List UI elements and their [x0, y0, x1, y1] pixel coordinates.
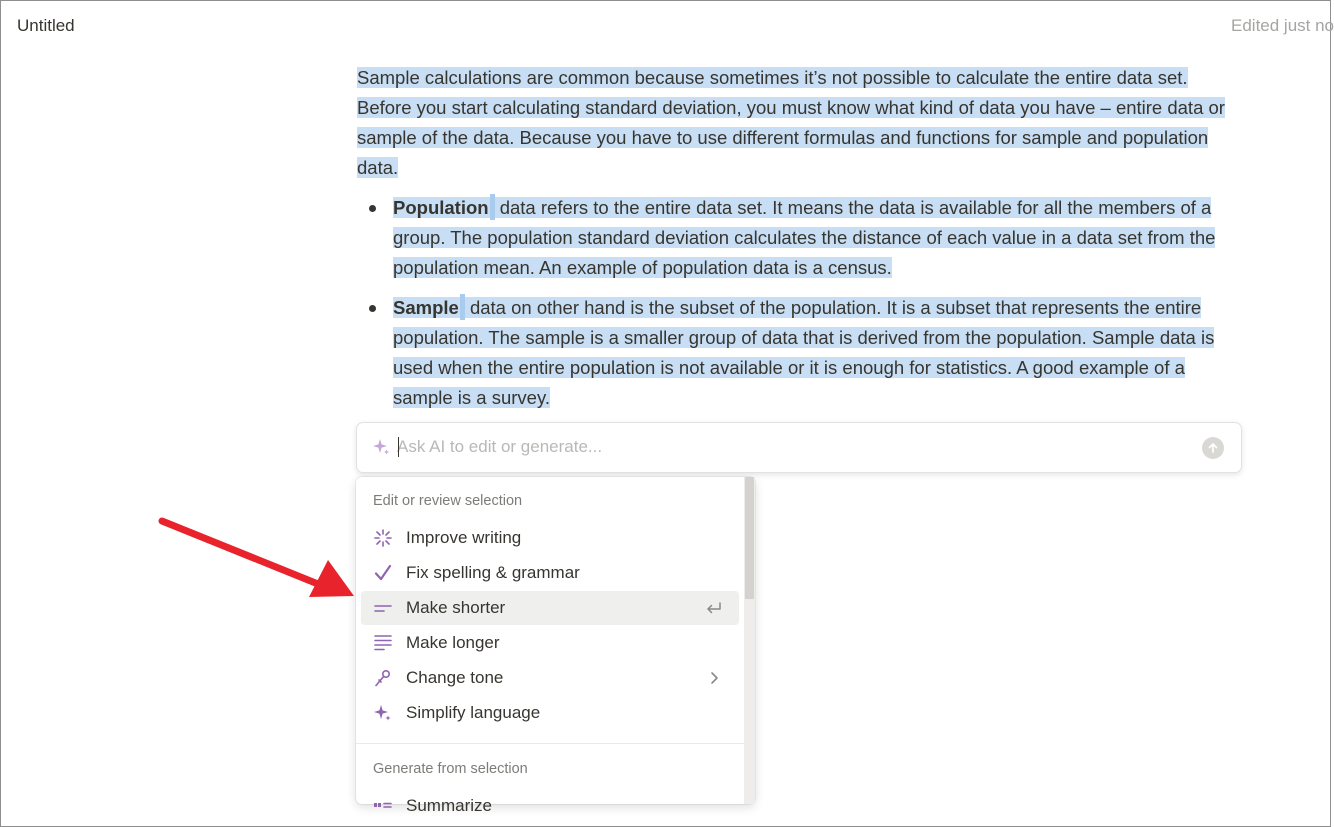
menu-item-label: Improve writing — [406, 528, 522, 547]
menu-item-label: Simplify language — [406, 703, 541, 722]
menu-item-label: Change tone — [406, 668, 504, 687]
menu-item-label: Fix spelling & grammar — [406, 563, 580, 582]
bold-term: Population — [393, 197, 489, 218]
list-item-text: data on other hand is the subset of the population. It is a subset that represents the entire population. The sample is a smaller group of data that is derived from the population. Sample data is used when the entire population is not available or it is enough for statistics. A good example of a sample is a survey. — [393, 297, 1215, 408]
list-item-text: data refers to the entire data set. It means the data is available for all the members of a group. The population standard deviation calculates the distance of each value in a data set from the population mean. An example of population data is a census. — [393, 197, 1216, 278]
edited-status: Edited just no — [1231, 16, 1334, 35]
section-heading-generate: Generate from selection — [373, 761, 528, 777]
section-heading-edit: Edit or review selection — [373, 493, 523, 509]
menu-item-label: Make shorter — [406, 598, 506, 617]
selected-text: Sample calculations are common because sometimes it’s not possible to calculate the entire data set. Before you start calculating standard deviation, you must know what kind of data you have – entire data or sample of the data. Because you have to use different formulas and functions for sample and population data. — [357, 67, 1225, 178]
bold-term: Sample — [393, 297, 459, 318]
menu-item-label: Make longer — [406, 633, 500, 652]
menu-item-label: Summarize — [406, 796, 492, 815]
page-title: Untitled — [17, 16, 75, 35]
